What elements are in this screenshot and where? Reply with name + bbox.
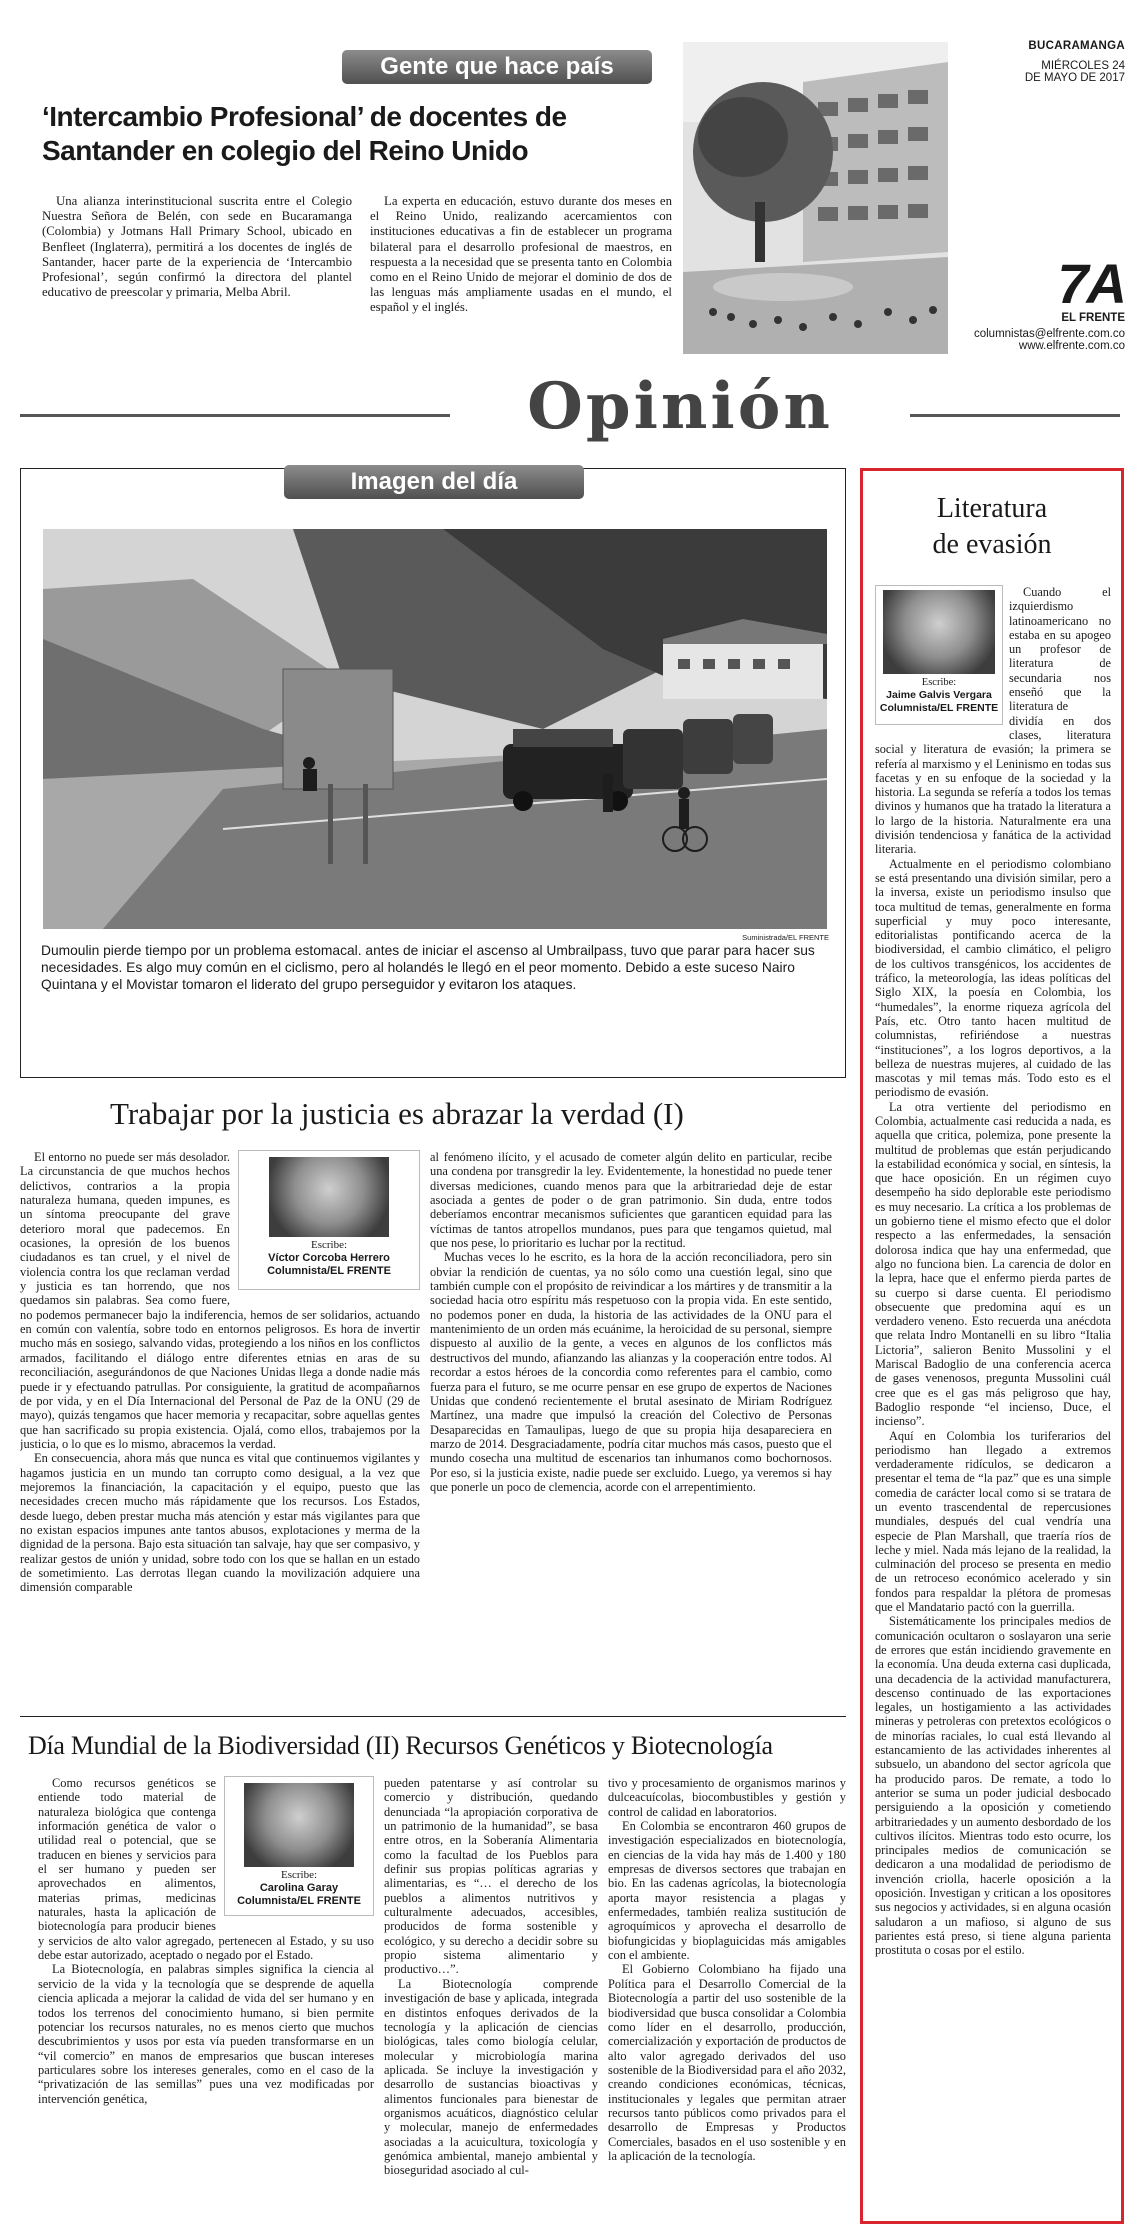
biodiversidad-col2: pueden patentarse y así controlar su comercio y distribución, quedando denunciada “la apropiación corporativa de un patrimonio de la humanidad”, se basa entre otros, en la Soberanía Alimentaria como la facultad de los Pueblos para definir sus propias políticas agrarias y alimentarias, es “… el derecho de los pueblos a alimentos nutritivos y culturalmente adecuados, accesibles, producidos de forma sostenible y ecológico, y su derecho a decidir sobre su propio sistema alimentario y productivo…”. La Biotecnología comprende investigación de base y aplicada, integrada en distintos enfoques derivados de la tecnología y la aplicación de ciencias biológicas, tales como biología celular, molecular y microbiología marina aplicada. Se incluye la investigación y desarrollo de sustancias bioactivas y alimentos funcionales para bienestar de organismos acuáticos, diagnóstico celular y molecular, manejo de enfermedades asociadas a la acuicultura, toxicología y genómica ambiental, manejo ambiental y bioseguridad asociado al cul-	[384, 1776, 598, 2178]
header-city: BUCARAMANGA	[1028, 40, 1125, 52]
top-headline	[42, 100, 602, 168]
literatura-headline-line1: Literatura	[936, 493, 1048, 524]
author-photo	[244, 1783, 354, 1867]
image-credit: Suministrada/EL FRENTE	[742, 933, 829, 942]
justicia-col1: Escribe: Víctor Corcoba Herrero Columnista/EL FRENTE El entorno no puede ser más desolador. La circunstancia de que muchos hechos delictivos, contrarios a la propia naturaleza humana, queden impunes, es un síntoma preocupante del grave deterioro moral que padecemos. En ocasiones, la opresión de los buenos ciudadanos es tan cruel, y el nivel de violencia contra los que reclaman verdad y justicia es tan horrendo, que nos quedamos sin palabras. Sea como fuere, no podemos permanecer bajo la indiferencia, hemos de ser solidarios, actuando en común con valentía, sobre todo en entornos peligrosos. Es hora de invertir mucho más en sosiego, salvando vidas, protegiendo a los niños en los conflictos armados, facilitando el diálogo entre diferentes etnias en aras de su reconciliación, asegurándonos de que Naciones Unidas llega a donde nadie más puede ir y efectuando patrullas. Por consiguiente, la gratitud de acompañarnos de por vida, y en el Día Internacional del Personal de Paz de la ONU (29 de mayo), quizás tengamos que hacer memoria y recapacitar, sobre aquellas gentes que han sacrificado su propia existencia. Ojalá, como ellos, trabajemos por la justicia, o lo que es lo mismo, abracemos la verdad. En consecuencia, ahora más que nunca es vital que continuemos vigilantes y hagamos justicia en un mundo tan corrupto como desigual, a la vez que mejoremos la financiación, la capacitación y el equipo, puesto que las necesidades crecen mucho más rápidamente que los recursos. Los Estados, desde luego, deben prestar mucha más atención y estar más vigilantes para que no existan espacios impunes ante tantos abusos, explotaciones y merma de la dignidad de la persona. Bajo esta situación tan salvaje, hay que ser compasivo, y realizar gestos de unión y unidad, sobre todo con los que se hallan en un estado de sometimiento. Las derrotas llegan cuando la movilización adquiere una dimensión comparable	[20, 1150, 420, 1595]
justicia-headline: Trabajar por la justicia es abrazar la verdad (I)	[110, 1096, 684, 1131]
author-photo	[269, 1157, 389, 1237]
top-article-col1: Una alianza interinstitucional suscrita entre el Colegio Nuestra Señora de Belén, con sede en Bucaramanga (Colombia) y Jotmans Hall Primary School, ubicado en Benfleet (Inglaterra), permitirá a los docentes de inglés de Santander, hacer parte de la experiencia de ‘Intercambio Profesional’, según confirmó la directora del plantel educativo de preescolar y primaria, Melba Abril.	[42, 194, 352, 300]
header-date-line1: MIÉRCOLES 24	[1041, 60, 1125, 72]
author-name: Carolina Garay	[259, 1882, 339, 1894]
biodiversidad-col3: tivo y procesamiento de organismos marinos y dulceacuícolas, biocombustibles y gestión y control de calidad en laboratorios. En Colombia se encontraron 460 grupos de investigación especializados en biotecnología, en ciencias de la vida hay más de 1.400 y 180 empresas de diversos sectores que trabajan en bio. En las cadenas agrícolas, la biotecnología aporta mayor resistencia a plagas y enfermedades, también realiza sustitución de agroquímicos y aprovecha el desarrollo de biofungicidas y bioplaguicidas más amigables con el ambiente. El Gobierno Colombiano ha fijado una Política para el Desarrollo Comercial de la Biotecnología a partir del uso sostenible de la biodiversidad que busca consolidar a Colombia como líder en el desarrollo, producción, comercialización y exportación de productos de alto valor agregado derivados del uso sostenible de la Biodiversidad para el año 2032, creando condiciones económicas, técnicas, institucionales y legales que permitan atraer recursos tanto públicos como privados para el desarrollo de Empresas y Productos Comerciales, basados en el uso sostenible y en la aplicación de la tecnología.	[608, 1776, 846, 2163]
top-article-col2: La experta en educación, estuvo durante dos meses en el Reino Unido, realizando acercamientos con instituciones educativas a fin de establecer un programa bilateral para el desarrollo profesional de maestros, en respuesta a la necesidad que se presenta tanto en Colombia como en el Reino Unido de mejorar el dominio de dos de las lenguas más ampliamente usadas en el mundo, el español y el inglés.	[370, 194, 672, 315]
literatura-headline	[863, 491, 1121, 563]
literatura-box	[860, 468, 1124, 2224]
header-web: www.elfrente.com.co	[1018, 340, 1125, 352]
image-of-day-banner: Imagen del día	[284, 465, 584, 499]
header-date-line2: DE MAYO DE 2017	[1024, 72, 1125, 84]
image-of-day-box	[20, 468, 846, 1078]
section-title-rule-right	[910, 414, 1120, 417]
top-headline-line1: ‘Intercambio Profesional’ de docentes de	[42, 101, 567, 132]
author-role: Columnista/EL FRENTE	[879, 702, 999, 714]
page-header-info	[955, 40, 1125, 370]
section-banner: Gente que hace país	[342, 50, 652, 84]
biodiversidad-col1: Escribe: Carolina Garay Columnista/EL FRENTE Como recursos genéticos se entiende todo material de naturaleza biológica que contenga información genética de valor o utilidad real o potencial, que se traducen en bienes y servicios para el ser humano y pueden ser aprovechados en alimentos, materias primas, medicinas naturales, hasta la aplicación de biotecnología para producir bienes y servicios de alto valor agregado, pertenecen al Estado, y su uso debe estar autorizado, aceptado o negado por el Estado. La Biotecnología, en palabras simples significa la ciencia al servicio de la vida y la tecnología que se desprende de aquella ciencia aplicada a mejorar la calidad de vida del ser humano y en todos los terrenos del conocimiento humano, si bien permite potenciar los recursos naturales, no es menos cierto que muchos descubrimientos y usos por esta vía pueden transformarse en un “vil comercio” en manos de empresarios que buscan intereses particulares sobre los intereses generales, como en el caso de la “privatización de las semillas” pues una vez modificadas por intervención genética,	[38, 1776, 374, 2106]
biodiversidad-headline: Día Mundial de la Biodiversidad (II) Recursos Genéticos y Biotecnología	[28, 1731, 773, 1760]
literatura-author-box	[875, 585, 1003, 725]
justicia-author-box	[238, 1150, 420, 1290]
author-role: Columnista/EL FRENTE	[237, 1895, 361, 1907]
header-email: columnistas@elfrente.com.co	[973, 328, 1125, 340]
school-photo	[683, 42, 948, 354]
literatura-headline-line2: de evasión	[932, 529, 1052, 560]
biodiversidad-author-box	[224, 1776, 374, 1916]
byline-label: Escribe:	[280, 1869, 318, 1881]
author-name: Víctor Corcoba Herrero	[268, 1252, 390, 1264]
top-headline-line2: Santander en colegio del Reino Unido	[42, 135, 529, 166]
literatura-body: Escribe: Jaime Galvis Vergara Columnista/EL FRENTE Cuando el izquierdismo latinoamericano no estaba en su apogeo un profesor de literatura de secundaria nos enseñó que la literatura de dividía en dos clases, literatura social y literatura de evasión; la primera se refería al marxismo y el Leninismo en todas sus facetas y en su enfoque de la sociedad y la historia. La segunda se refería a todos los temas divinos y humanos que ha tratado la literatura a lo largo de la historia. Naturalmente era una división tendenciosa y fanática de la actividad literaria. Actualmente en el periodismo colombiano se está presentando una división similar, pero a la inversa, existe un periodismo insulso que toca multitud de temas, generalmente en forma superficial y muy poco interesante, editorialistas pontificando acerca de la biodiversidad, el cambio climático, el peligro de los cultivos transgénicos, los accidentes de tráfico, la meteorología, las ideas políticas del Siglo XIX, la poesía en Colombia, los “humedales”, la enorme riqueza agrícola del País, etc. Otro tanto hacen multitud de columnistas, refiriéndose a nuestras “instituciones”, a los logros deportivos, a la belleza de nuestras mujeres, al cuidado de las mascotas y mil temas más. Todo esto es el periodismo de evasión. La otra vertiente del periodismo en Colombia, actualmente casi reducida a nada, es aquella que critica, polemiza, pone presente la multitud de problemas que están perjudicando la estabilidad económica y social, en síntesis, la que hace oposición. En un régimen cuyo desempeño ha sido deplorable este periodismo es muy necesario. La crítica a los problemas de un gobierno tiene el mismo efecto que el dolor respecto a las enfermedades, la sensación dolorosa indica que hay una enfermedad, que algo no funciona bien. La carencia de dolor en la lepra, hace que el enfermo pierda partes de su cuerpo si darse cuenta. El periodismo obsecuente que predomina aquí es un verdadero veneno. Esto recuerda una anécdota que relata Indro Montanelli en su libro “Italia Lictoria”, salieron Benito Mussolini y el Mariscal Badoglio de una conferencia acerca de gases venenosos, pregunta Mussolini cuál cree que es el gas más peligroso que hay, Badoglio responde “el incienso, Duce, el incienso”. Aquí en Colombia los turiferarios del periodismo han llegado a extremos verdaderamente ridículos, se dedicaron a presentar el tema de “la paz” que es una simple comedia de carácter local como si se tratara de un evento trascendental de repercusiones mundiales, después del cual vendría una especie de Plan Marshall, que traería ríos de leche y miel. Nada más lejano de la realidad, la culminación del proceso se presenta en medio de un retroceso económico acelerado y sin fondos para respaldar la plétora de promesas que el Mandatario pactó con la guerrilla. Sistemáticamente los principales medios de comunicación ocultaron o soslayaron una serie de errores que están incidiendo gravemente en la economía. Una deuda externa casi duplicada, una decadencia de la actividad manufacturera, descenso continuado de las exportaciones legales, un hostigamiento a las actividades mineras y petroleras con pretextos ecológicos o de minorías raciales, lo cual está llevando al estancamiento de las actividades inherentes al subsuelo, un abandono del sector agrícola que ha producido paros. De remate, a todo lo anterior se suma un poder judicial desbocado persiguiendo a la oposición y cometiendo arbitrariedades y un aumento desbordado de los cultivos ilícitos. Mientras todo esto ocurre, los principales medios de comunicación se dedicaron a una modalidad de periodismo de invención criolla, hacerle oposición a la oposición. Investigan y critican a los opositores sus negocios y actividades, si en alguna ocasión saludaron a un mafioso, si alguno de sus parientes está preso, si tiene alguna parienta prostituta o cosas por el estilo.	[875, 585, 1111, 1958]
divider	[20, 1716, 846, 1717]
author-name: Jaime Galvis Vergara	[886, 689, 992, 701]
page-number: 7A	[1057, 252, 1125, 315]
author-photo	[883, 590, 995, 674]
byline-label: Escribe:	[921, 677, 957, 688]
image-caption: Dumoulin pierde tiempo por un problema estomacal. antes de iniciar el ascenso al Umbrailpass, tuvo que parar para hacer sus necesidades. Es algo muy común en el ciclismo, pero al holandés le llegó en el peor momento. Debido a este suceso Nairo Quintana y el Movistar tomaron el liderato del grupo perseguidor y evitaron los ataques.	[41, 943, 815, 992]
author-role: Columnista/EL FRENTE	[267, 1265, 391, 1277]
cycling-photo	[43, 529, 827, 929]
section-title-rule-left	[20, 414, 450, 417]
section-title	[0, 369, 1137, 444]
justicia-col2: al fenómeno ilícito, y el acusado de cometer algún delito en particular, recibe una condena por transgredir la ley. Evidentemente, la honestidad no puede tener diversas mediciones, cuando menos para que la arbitrariedad deje de estar asociada a gentes de poder o de gran patrimonio. Sin duda, entre todos deberíamos encontrar mecanismos suficientes que garanticen equidad para las víctimas de tantos atropellos mundanos, pues para que tengamos quietud, mal que nos pese, lo prioritario es luchar por la rectitud. Muchas veces lo he escrito, es la hora de la acción reconciliadora, pero sin obviar la rendición de cuentas, ya no sólo como una cuestión legal, sino que también cumple con el propósito de reivindicar a los mártires y de transmitir a la sociedad hacia otro espíritu más respetuoso con la propia vida. En este sentido, no podemos poner en duda, la historia de las actividades de la ONU para el mantenimiento de un orden más ecuánime, la heroicidad de su personal, siempre dispuesto al auxilio de la gente, a veces en algunos de los conflictos más destructivos del mundo, afianzando las alianzas y la cooperación entre todos. Al recordar a estos héroes de la concordia como referentes para el cambio, como fuerza para el futuro, se me ocurre pensar en ese grupo de expertos de Naciones Unidas que condenó recientemente el brutal asesinato de Miriam Rodríguez Martínez, una madre que impulsó la creación del Colectivo de Personas Desaparecidas en Tamaulipas, luego de que su propia hija desapareciera en marzo de 2014. Desgraciadamente, podría citar muchos más casos, puesto que el mundo cosecha una multitud de escenarios tan inhumanos como bochornosos. Por eso, si la justicia existe, nadie puede ser excluido. Luego, ya veremos si hay que ponerle un poco de clemencia, acorde con el arrepentimiento.	[430, 1150, 832, 1494]
section-title-text: Opinión	[527, 369, 833, 444]
paper-name: EL FRENTE	[1061, 312, 1125, 324]
byline-label: Escribe:	[310, 1239, 348, 1251]
top-article	[20, 42, 950, 362]
